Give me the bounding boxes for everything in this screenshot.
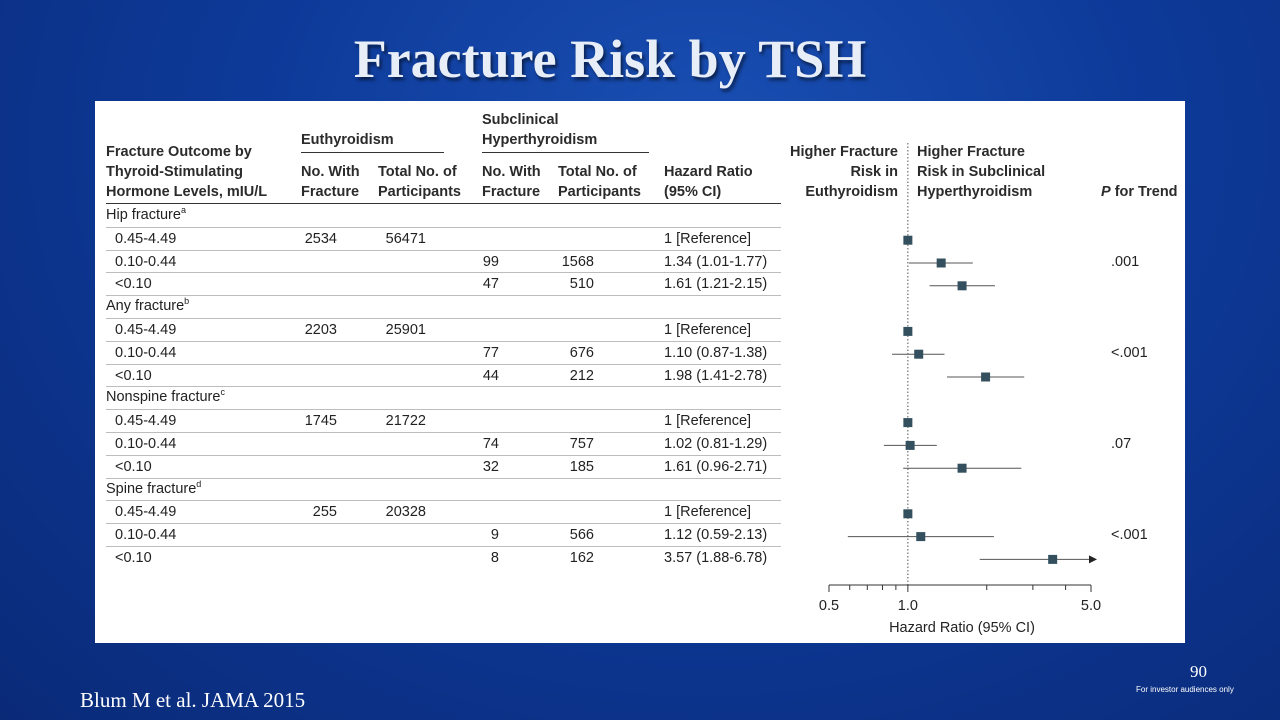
x-tick-label: 5.0: [1080, 598, 1102, 614]
header-total-participants: Total No. of: [558, 164, 637, 180]
header-subclinical: Hyperthyroidism: [482, 132, 598, 148]
hazard-ratio-marker: [981, 373, 990, 382]
hazard-ratio-marker: [937, 259, 946, 268]
header-p-trend: P for Trend: [1101, 184, 1178, 200]
header-right-direction: Higher Fracture: [917, 144, 1025, 160]
header-no-with-fracture: Fracture: [482, 184, 541, 200]
subclinical-fracture-count: 74: [482, 436, 499, 452]
level-label: 0.45-4.49: [115, 230, 177, 247]
group-label: Spine fracture$^d$: [106, 478, 202, 497]
euthyroid-fracture-count: 2203: [304, 322, 337, 338]
hazard-ratio-text: 1 [Reference]: [664, 322, 752, 338]
hazard-ratio-marker: [914, 350, 923, 359]
hazard-ratio-marker: [903, 418, 912, 427]
level-label: <0.10: [115, 367, 152, 384]
hazard-ratio-text: 1.61 (0.96-2.71): [664, 458, 768, 475]
subclinical-total: 510: [569, 276, 594, 293]
subclinical-total: 212: [569, 367, 594, 384]
subclinical-fracture-count: 44: [482, 367, 499, 384]
x-axis-label: Hazard Ratio (95% CI): [889, 620, 1035, 636]
subclinical-fracture-count: 47: [482, 276, 499, 293]
subclinical-fracture-count: 9: [490, 527, 499, 544]
level-label: <0.10: [115, 550, 152, 566]
hazard-ratio-text: 1 [Reference]: [664, 413, 752, 430]
header-hazard-ratio: Hazard Ratio: [664, 164, 753, 180]
hazard-ratio-text: 1 [Reference]: [664, 504, 752, 521]
subclinical-total: 162: [569, 550, 594, 566]
header-right-direction: Risk in Subclinical: [917, 164, 1046, 180]
x-tick-label: 1.0: [897, 598, 918, 614]
header-euthyroidism: Euthyroidism: [301, 132, 394, 148]
page-number: 90: [1190, 662, 1207, 681]
hazard-ratio-text: 1.02 (0.81-1.29): [664, 436, 768, 452]
level-label: <0.10: [115, 276, 152, 293]
header-right-direction: Hyperthyroidism: [917, 184, 1033, 200]
header-subclinical: Subclinical: [482, 112, 559, 128]
subclinical-total: 676: [569, 344, 594, 361]
hazard-ratio-marker: [903, 327, 912, 336]
hazard-ratio-text: 1.34 (1.01-1.77): [664, 253, 768, 270]
forest-plot-chart: [95, 101, 1185, 643]
level-label: 0.10-0.44: [115, 344, 177, 361]
header-total-participants: Total No. of: [378, 164, 457, 180]
hazard-ratio-marker: [906, 441, 915, 450]
subclinical-total: 566: [569, 527, 594, 544]
header-total-participants: Participants: [558, 184, 641, 200]
level-label: 0.10-0.44: [115, 527, 177, 544]
level-label: <0.10: [115, 458, 152, 475]
header-left-direction: Euthyroidism: [805, 184, 898, 200]
hazard-ratio-marker: [958, 464, 967, 473]
header-left-direction: Higher Fracture: [790, 144, 898, 160]
euthyroid-fracture-count: 2534: [304, 230, 337, 247]
subclinical-fracture-count: 77: [482, 344, 499, 361]
subclinical-total: 185: [569, 458, 594, 475]
p-for-trend: <.001: [1111, 527, 1148, 544]
x-tick-label: 0.5: [818, 598, 840, 614]
header-left-direction: Risk in: [850, 164, 898, 180]
group-label: Hip fracture$^a$: [106, 205, 186, 223]
header-no-with-fracture: Fracture: [301, 184, 360, 200]
euthyroid-fracture-count: 255: [312, 504, 337, 521]
subclinical-fracture-count: 32: [482, 458, 499, 475]
hazard-ratio-text: 1.98 (1.41-2.78): [664, 367, 768, 384]
subclinical-fracture-count: 99: [482, 253, 499, 270]
hazard-ratio-marker: [1048, 555, 1057, 564]
hazard-ratio-marker: [903, 509, 912, 518]
header-outcome: Thyroid-Stimulating: [106, 164, 243, 180]
subclinical-total: 757: [569, 436, 594, 452]
header-no-with-fracture: No. With: [301, 164, 360, 180]
euthyroid-total: 56471: [385, 230, 426, 247]
euthyroid-fracture-count: 1745: [304, 413, 337, 430]
euthyroid-total: 25901: [385, 322, 426, 338]
citation: Blum M et al. JAMA 2015: [80, 688, 306, 712]
group-label: Any fracture$^b$: [106, 296, 190, 315]
hazard-ratio-text: 1 [Reference]: [664, 230, 752, 247]
hazard-ratio-marker: [916, 532, 925, 541]
p-for-trend: .001: [1111, 253, 1140, 270]
euthyroid-total: 20328: [385, 504, 426, 521]
level-label: 0.10-0.44: [115, 436, 177, 452]
hazard-ratio-marker: [903, 236, 912, 245]
ci-arrow: [1089, 555, 1097, 563]
subclinical-fracture-count: 8: [490, 550, 499, 566]
p-for-trend: <.001: [1111, 344, 1148, 361]
header-hazard-ratio: (95% CI): [664, 184, 722, 200]
hazard-ratio-text: 3.57 (1.88-6.78): [664, 550, 768, 566]
hazard-ratio-text: 1.10 (0.87-1.38): [664, 344, 768, 361]
level-label: 0.45-4.49: [115, 413, 177, 430]
header-total-participants: Participants: [378, 184, 461, 200]
hazard-ratio-marker: [958, 281, 967, 290]
header-outcome: Fracture Outcome by: [106, 144, 252, 160]
subclinical-total: 1568: [561, 253, 594, 270]
euthyroid-total: 21722: [385, 413, 426, 430]
level-label: 0.10-0.44: [115, 253, 177, 270]
slide-title: Fracture Risk by TSH: [353, 29, 867, 89]
disclaimer: For investor audiences only: [1136, 685, 1234, 694]
level-label: 0.45-4.49: [115, 504, 177, 521]
hazard-ratio-text: 1.61 (1.21-2.15): [664, 276, 768, 293]
p-for-trend: .07: [1111, 436, 1132, 452]
level-label: 0.45-4.49: [115, 322, 177, 338]
group-label: Nonspine fracture$^c$: [106, 387, 225, 406]
header-outcome: Hormone Levels, mIU/L: [106, 184, 268, 200]
forest-plot-panel: [95, 101, 1185, 643]
header-no-with-fracture: No. With: [482, 164, 541, 180]
hazard-ratio-text: 1.12 (0.59-2.13): [664, 527, 768, 544]
